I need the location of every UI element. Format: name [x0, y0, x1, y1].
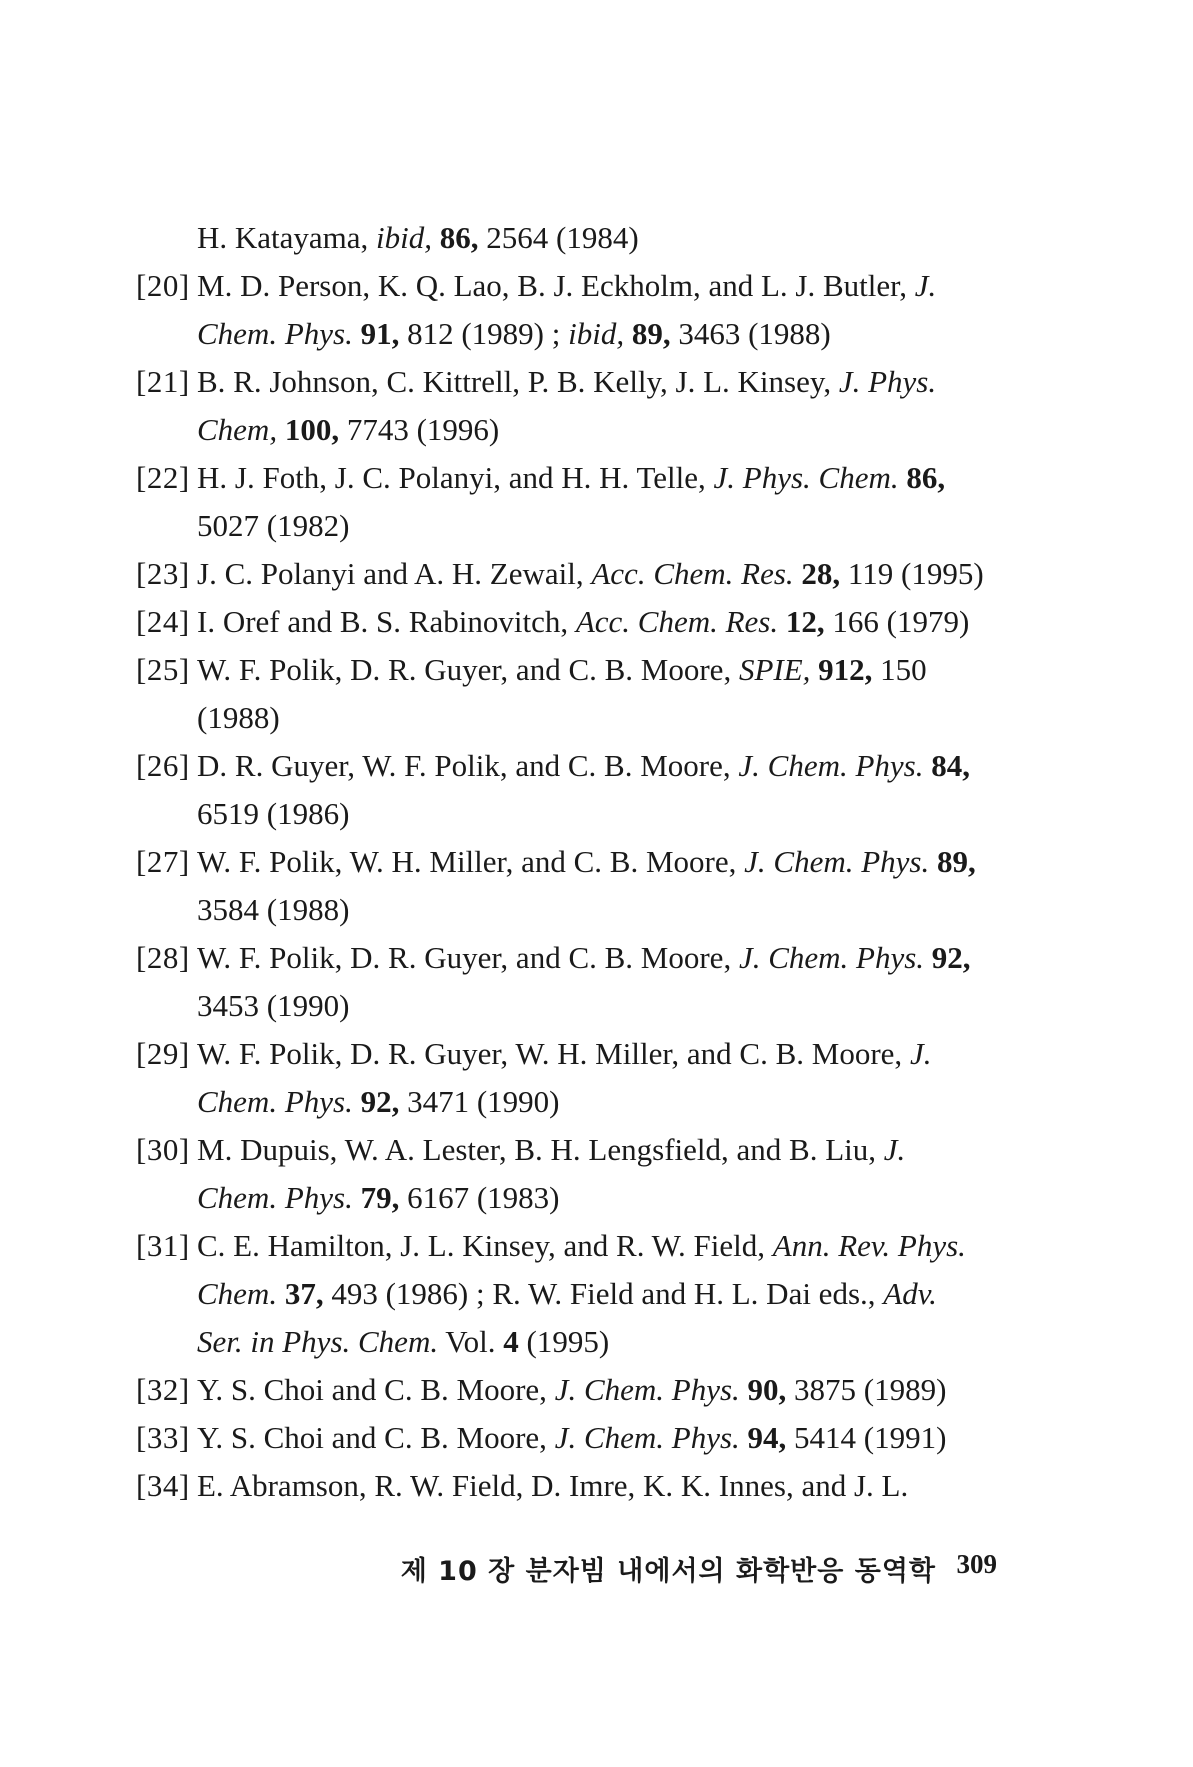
ref-authors: M. D. Person, K. Q. Lao, B. J. Eckholm, and L. J. Butler, [197, 268, 915, 303]
reference-item [136, 1222, 1016, 1366]
reference-item [136, 646, 1016, 742]
volume: 37, [284, 1276, 324, 1311]
ref-authors: B. R. Johnson, C. Kittrell, P. B. Kelly, J. L. Kinsey, [197, 364, 839, 399]
ref-text: 3463 (1988) [670, 316, 831, 351]
ref-text: 2564 (1984) [478, 220, 639, 255]
journal-name: J. Chem. Phys. [744, 844, 930, 879]
reference-number: [24] [136, 604, 190, 639]
page-footer [0, 1549, 1193, 1589]
reference-number: [26] [136, 748, 190, 783]
journal-name: J. Phys. Chem. [713, 460, 899, 495]
volume: 92, [931, 940, 971, 975]
reference-item [136, 550, 1016, 598]
ref-authors: Y. S. Choi and C. B. Moore, [197, 1372, 555, 1407]
ref-text: 3471 (1990) [399, 1084, 560, 1119]
journal-name: J. Chem. Phys. [554, 1372, 740, 1407]
journal-name: J. Chem. Phys. [738, 748, 924, 783]
reference-item [136, 262, 1016, 358]
reference-number: [33] [136, 1420, 190, 1455]
reference-list [136, 214, 1016, 1510]
journal-name: Adv. [883, 1276, 937, 1311]
journal-name: Chem. Phys. [197, 316, 353, 351]
volume: 90, [747, 1372, 787, 1407]
reference-number: [28] [136, 940, 190, 975]
reference-number: [32] [136, 1372, 190, 1407]
journal-name: J. [883, 1132, 906, 1167]
ref-text: 5027 (1982) [197, 508, 350, 543]
volume: 92, [360, 1084, 400, 1119]
reference-number: [30] [136, 1132, 190, 1167]
reference-item [136, 1030, 1016, 1126]
ref-authors: D. R. Guyer, W. F. Polik, and C. B. Moore, [197, 748, 739, 783]
ref-text: H. Katayama, [197, 220, 377, 255]
running-head: 제 10 장 분자빔 내에서의 화학반응 동역학 [400, 1556, 936, 1587]
reference-number: [34] [136, 1468, 190, 1503]
volume: 94, [747, 1420, 787, 1455]
ref-authors: W. F. Polik, D. R. Guyer, and C. B. Moore, [197, 652, 739, 687]
journal-name: ibid, [568, 316, 625, 351]
ref-authors: J. C. Polanyi and A. H. Zewail, [197, 556, 592, 591]
journal-name: Chem. [197, 1276, 278, 1311]
reference-item [136, 1366, 1016, 1414]
volume: 12, [785, 604, 825, 639]
volume: 100, [284, 412, 340, 447]
reference-continuation [136, 214, 1016, 262]
volume: 4 [503, 1324, 519, 1359]
reference-number: [21] [136, 364, 190, 399]
reference-item [136, 742, 1016, 838]
volume: 84, [931, 748, 970, 783]
ref-text: 3453 (1990) [197, 988, 350, 1023]
ref-text: 6167 (1983) [399, 1180, 560, 1215]
page-number: 309 [956, 1549, 997, 1579]
reference-item [136, 454, 1016, 550]
journal-name: Chem. Phys. [197, 1084, 353, 1119]
ref-text: 150 [872, 652, 927, 687]
journal-name: J. Chem. Phys. [554, 1420, 740, 1455]
ref-text: 119 (1995) [840, 556, 984, 591]
ref-authors: H. J. Foth, J. C. Polanyi, and H. H. Telle, [197, 460, 714, 495]
ref-authors: W. F. Polik, W. H. Miller, and C. B. Moore, [197, 844, 745, 879]
journal-name: Ser. in Phys. Chem. [197, 1324, 439, 1359]
ref-text: (1995) [518, 1324, 610, 1359]
reference-number: [29] [136, 1036, 190, 1071]
ref-text: 6519 (1986) [197, 796, 350, 831]
volume: 86, [906, 460, 946, 495]
ref-text: 493 (1986) ; R. W. Field and H. L. Dai eds., [323, 1276, 884, 1311]
reference-number: [25] [136, 652, 190, 687]
ref-text: 166 (1979) [824, 604, 970, 639]
reference-item [136, 934, 1016, 1030]
journal-name: SPIE, [738, 652, 811, 687]
volume: 912, [818, 652, 873, 687]
journal-name: Acc. Chem. Res. [575, 604, 779, 639]
journal-name: J. [914, 268, 937, 303]
reference-number: [31] [136, 1228, 190, 1263]
reference-item [136, 838, 1016, 934]
reference-number: [20] [136, 268, 190, 303]
volume: 28, [801, 556, 841, 591]
ref-text: 5414 (1991) [786, 1420, 947, 1455]
journal-name: ibid, [376, 220, 433, 255]
journal-name: Ann. Rev. Phys. [772, 1228, 966, 1263]
volume: 89, [631, 316, 671, 351]
journal-name: J. Chem. Phys. [738, 940, 925, 975]
ref-text: 3584 (1988) [197, 892, 350, 927]
volume: 91, [360, 316, 400, 351]
volume: 89, [936, 844, 976, 879]
ref-authors: M. Dupuis, W. A. Lester, B. H. Lengsfield, and B. Liu, [197, 1132, 884, 1167]
reference-item [136, 598, 1016, 646]
journal-name: J. Phys. [838, 364, 937, 399]
reference-number: [22] [136, 460, 190, 495]
ref-authors: I. Oref and B. S. Rabinovitch, [197, 604, 576, 639]
journal-name: Chem, [197, 412, 278, 447]
ref-authors: W. F. Polik, D. R. Guyer, and C. B. Moore, [197, 940, 739, 975]
volume: 79, [360, 1180, 400, 1215]
volume: 86, [439, 220, 479, 255]
journal-name: Chem. Phys. [197, 1180, 353, 1215]
journal-name: J. [909, 1036, 932, 1071]
ref-authors: W. F. Polik, D. R. Guyer, W. H. Miller, and C. B. Moore, [197, 1036, 910, 1071]
reference-number: [23] [136, 556, 190, 591]
ref-text: (1988) [197, 700, 280, 735]
reference-item [136, 358, 1016, 454]
ref-authors: C. E. Hamilton, J. L. Kinsey, and R. W. Field, [197, 1228, 773, 1263]
ref-text: 7743 (1996) [339, 412, 500, 447]
reference-item [136, 1126, 1016, 1222]
ref-authors: Y. S. Choi and C. B. Moore, [197, 1420, 555, 1455]
reference-item [136, 1462, 1016, 1510]
ref-authors: E. Abramson, R. W. Field, D. Imre, K. K. Innes, and J. L. [197, 1468, 909, 1503]
reference-item [136, 1414, 1016, 1462]
ref-text: 3875 (1989) [786, 1372, 947, 1407]
journal-name: Acc. Chem. Res. [591, 556, 794, 591]
ref-text: 812 (1989) ; [399, 316, 569, 351]
ref-text: Vol. [438, 1324, 504, 1359]
reference-number: [27] [136, 844, 190, 879]
